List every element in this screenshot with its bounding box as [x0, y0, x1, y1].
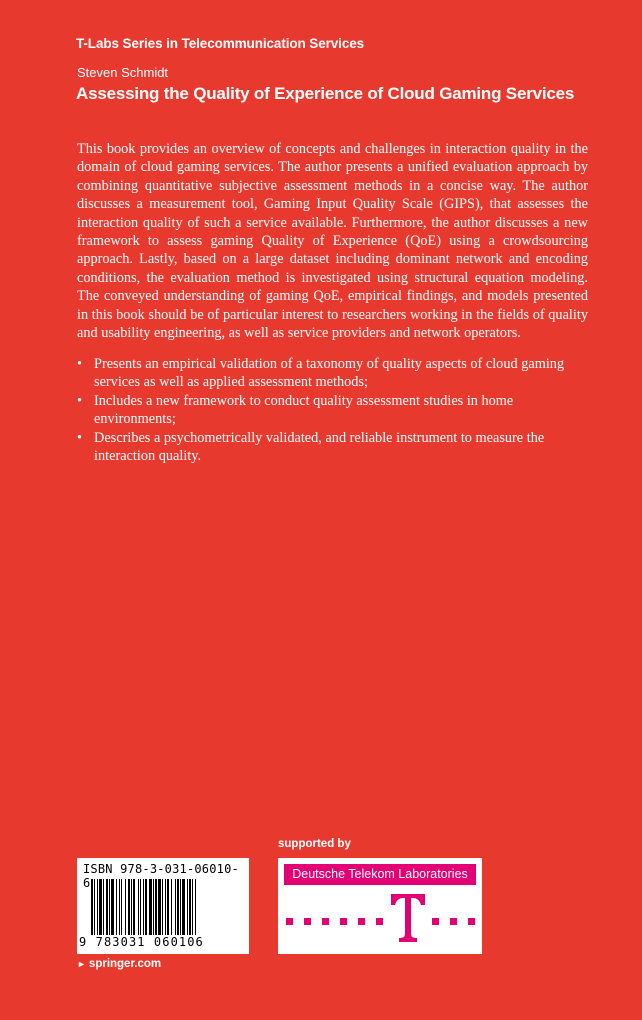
arrow-icon: ►	[77, 959, 86, 969]
publisher-url: springer.com	[88, 958, 162, 970]
book-title: Assessing the Quality of Experience of Cloud Gaming Services	[76, 84, 575, 103]
list-item	[77, 355, 588, 392]
telekom-t-logo-icon	[278, 888, 482, 950]
bullet-text: Includes a new framework to conduct quality assessment studies in home environments;	[94, 392, 514, 428]
supported-by-label: supported by	[278, 838, 351, 850]
publisher-link[interactable]	[77, 958, 161, 970]
bullet-marker: •	[77, 392, 83, 409]
bullet-marker: •	[77, 429, 83, 446]
barcode-icon	[91, 879, 237, 937]
author-name: Steven Schmidt	[77, 65, 169, 80]
telekom-label: Deutsche Telekom Laboratories	[284, 864, 476, 885]
bullet-text: Describes a psychometrically validated, and reliable instrument to measure the interaction quality.	[94, 429, 545, 465]
feature-list	[77, 355, 588, 465]
list-item	[77, 429, 588, 466]
series-title: T-Labs Series in Telecommunication Services	[76, 36, 365, 51]
isbn-barcode	[77, 858, 249, 954]
bullet-marker: •	[77, 356, 83, 372]
bullet-text: Presents an empirical validation of a taxonomy of quality aspects of cloud gaming services as well as applied assessment methods;	[94, 356, 565, 391]
isbn-label: ISBN 978-3-031-06010-6	[83, 862, 239, 890]
list-item	[77, 392, 588, 429]
telekom-logo-box	[278, 858, 482, 954]
book-description: This book provides an overview of concepts and challenges in interaction quality in the domain of cloud gaming services. The author presents a unified evaluation approach by combining quantitative subjective assessment methods in a concise way. The author discusses a measurement tool, Gaming Input Quality Scale (GIPS), that assesses the interaction quality of such a service available. Furthermore, the author discusses a new framework to assess gaming Quality of Experience (QoE) using a crowdsourcing approach. Lastly, based on a large dataset including dominant network and encoding conditions, the evaluation method is investigated using structural equation modeling. The conveyed understanding of gaming QoE, empirical findings, and models presented in this book should be of particular interest to researchers working in the fields of quality and usability engineering, as well as service providers and network operators.	[77, 141, 588, 342]
barcode-digits: 9 783031 060106	[79, 935, 204, 949]
